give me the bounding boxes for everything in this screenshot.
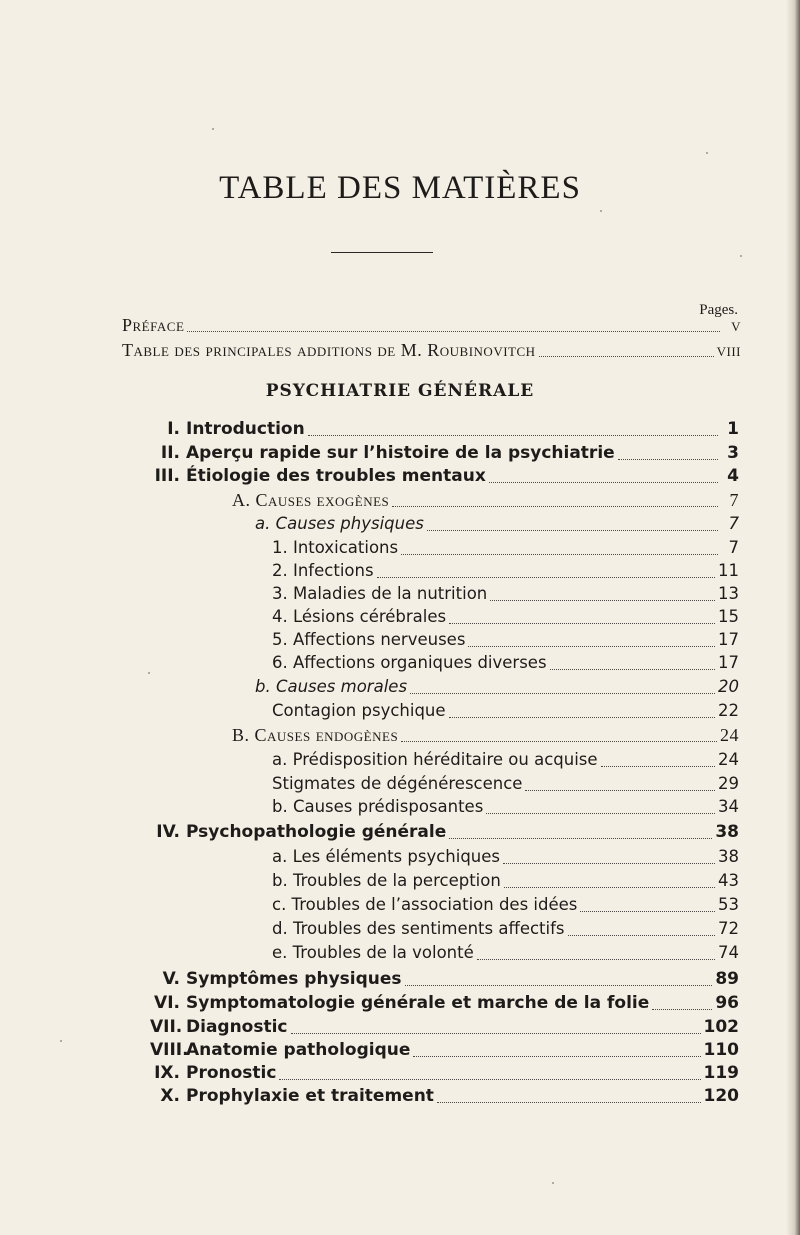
toc-entry-subsection[interactable] [272,870,739,892]
page-title: TABLE DES MATIÈRES [219,170,581,206]
toc-entry-chapter[interactable] [150,418,739,440]
dot-leader [392,505,718,507]
dot-leader [550,668,715,670]
toc-entry-subsection[interactable] [272,942,739,964]
toc-entry-label: 4. Lésions cérébrales [272,607,447,626]
toc-entry-label: Aperçu rapide sur l’histoire de la psychiatrie [186,443,615,463]
toc-entry-subsection[interactable] [272,796,739,818]
dot-leader [580,910,715,912]
toc-entry-page: viii [716,340,741,360]
toc-entry-subsection[interactable] [255,676,739,698]
toc-entry-page: 119 [703,1063,739,1083]
toc-entry-page: 29 [718,774,739,793]
toc-entry-label: Diagnostic [186,1017,288,1037]
toc-entry-label: Stigmates de dégénérescence [272,774,523,793]
toc-entry-chapter[interactable] [150,442,739,464]
toc-entry-page: 7 [729,490,739,510]
toc-entry-chapter[interactable] [150,821,739,843]
dot-leader [377,576,715,578]
toc-entry-subsection[interactable] [255,513,739,535]
toc-entry-item[interactable] [272,606,739,628]
toc-entry-subsection[interactable] [272,894,739,916]
toc-entry-chapter[interactable] [150,1062,739,1084]
dot-leader [486,812,715,814]
toc-entry-page: 96 [715,993,739,1013]
toc-entry-item[interactable] [272,700,739,722]
pages-column-label: Pages. [699,302,738,318]
toc-entry-label: Étiologie des troubles mentaux [186,466,486,486]
dot-leader [308,434,718,436]
toc-entry-item[interactable] [272,773,739,795]
toc-entry-label: 2. Infections [272,561,374,580]
dot-leader [449,622,715,624]
toc-entry-label: Contagion psychique [272,701,446,720]
toc-entry-label: b. Causes prédisposantes [272,797,484,816]
toc-entry-label: b. Causes morales [255,677,408,696]
toc-entry-chapter[interactable] [150,1016,739,1038]
toc-entry-page: 7 [728,514,739,533]
toc-entry-item[interactable] [272,537,739,559]
dot-leader [601,765,715,767]
chapter-number: IV. [156,822,180,842]
dot-leader [437,1101,701,1103]
title-divider [331,252,433,253]
toc-entry-page: 1 [727,419,739,439]
dot-leader [652,1008,712,1010]
toc-entry-chapter[interactable] [150,968,739,990]
toc-entry-label: 1. Intoxications [272,538,399,557]
toc-entry-subsection[interactable] [272,749,739,771]
dot-leader [449,837,712,839]
toc-entry-page: 43 [718,871,739,890]
dot-leader [279,1078,700,1080]
toc-entry-chapter[interactable] [150,992,739,1014]
toc-entry-label: Table des principales additions de M. Roubinovitch [122,340,536,360]
toc-entry-chapter[interactable] [150,465,739,487]
toc-entry-item[interactable] [272,629,739,651]
chapter-number: IX. [154,1063,180,1083]
toc-entry-chapter[interactable] [150,1085,739,1107]
toc-entry-subsection[interactable] [272,846,739,868]
toc-entry-label: 3. Maladies de la nutrition [272,584,488,603]
dot-leader [410,692,715,694]
toc-entry-label: Anatomie pathologique [186,1040,411,1060]
dot-leader [568,934,715,936]
chapter-number: X. [160,1086,180,1106]
toc-entry-preface[interactable] [122,314,741,336]
toc-entry-page: 102 [703,1017,739,1037]
toc-entry-page: 4 [727,466,739,486]
toc-entry-page: 120 [703,1086,739,1106]
section-heading: PSYCHIATRIE GÉNÉRALE [265,381,535,401]
dot-leader [468,645,715,647]
toc-entry-page: 24 [718,750,739,769]
chapter-number: VI. [154,993,180,1013]
toc-entry-page: 7 [728,538,739,557]
toc-entry-page: 22 [718,701,739,720]
dot-leader [427,529,718,531]
toc-entry-page: v [731,315,741,335]
chapter-number: I. [167,419,180,439]
toc-entry-page: 17 [718,630,739,649]
dot-leader [401,740,717,742]
toc-entry-label: Symptomatologie générale et marche de la folie [186,993,650,1013]
toc-entry-label: Symptômes physiques [186,969,402,989]
toc-entry-page: 53 [718,895,739,914]
toc-entry-label: a. Causes physiques [255,514,424,533]
toc-entry-label: Prophylaxie et traitement [186,1086,434,1106]
toc-entry-label: B. Causes endogènes [232,725,399,745]
toc-entry-label: 5. Affections nerveuses [272,630,466,649]
toc-entry-item[interactable] [272,583,739,605]
dot-leader [503,862,715,864]
toc-entry-label: a. Les éléments psychiques [272,847,501,866]
toc-entry-page: 38 [715,822,739,842]
toc-entry-item[interactable] [272,652,739,674]
dot-leader [490,599,715,601]
chapter-number: III. [154,466,180,486]
toc-entry-page: 74 [718,943,739,962]
toc-entry-label: Psychopathologie générale [186,822,447,842]
toc-entry-page: 72 [718,919,739,938]
chapter-number: II. [160,443,180,463]
toc-entry-item[interactable] [272,560,739,582]
toc-entry-chapter[interactable] [150,1039,739,1061]
dot-leader [187,330,720,332]
chapter-number: VII. [150,1017,183,1037]
toc-entry-page: 13 [718,584,739,603]
toc-entry-page: 3 [727,443,739,463]
toc-entry-subsection[interactable] [232,724,739,746]
chapter-number: VIII. [150,1040,189,1060]
toc-entry-label: a. Prédisposition héréditaire ou acquise [272,750,598,769]
toc-entry-label: e. Troubles de la volonté [272,943,474,962]
dot-leader [539,355,714,357]
dot-leader [449,716,715,718]
toc-entry-page: 24 [720,725,739,745]
dot-leader [504,886,715,888]
toc-entry-label: Préface [122,315,185,335]
toc-entry-label: d. Troubles des sentiments affectifs [272,919,565,938]
toc-entry-subsection[interactable] [272,918,739,940]
toc-entry-page: 110 [703,1040,739,1060]
toc-entry-additions[interactable] [122,339,741,361]
toc-entry-page: 11 [718,561,739,580]
toc-entry-label: b. Troubles de la perception [272,871,501,890]
toc-entry-page: 89 [715,969,739,989]
toc-entry-label: Pronostic [186,1063,277,1083]
dot-leader [405,984,713,986]
toc-entry-page: 34 [718,797,739,816]
toc-entry-subsection[interactable] [232,489,739,511]
toc-entry-label: c. Troubles de l’association des idées [272,895,578,914]
dot-leader [489,481,718,483]
dot-leader [477,958,715,960]
dot-leader [525,789,715,791]
toc-entry-page: 20 [718,677,739,696]
dot-leader [618,458,718,460]
toc-entry-label: 6. Affections organiques diverses [272,653,547,672]
toc-entry-page: 15 [718,607,739,626]
dot-leader [291,1032,701,1034]
toc-entry-page: 17 [718,653,739,672]
toc-entry-page: 38 [718,847,739,866]
chapter-number: V. [162,969,180,989]
toc-entry-label: A. Causes exogènes [232,490,390,510]
dot-leader [413,1055,700,1057]
toc-entry-label: Introduction [186,419,305,439]
dot-leader [401,553,718,555]
